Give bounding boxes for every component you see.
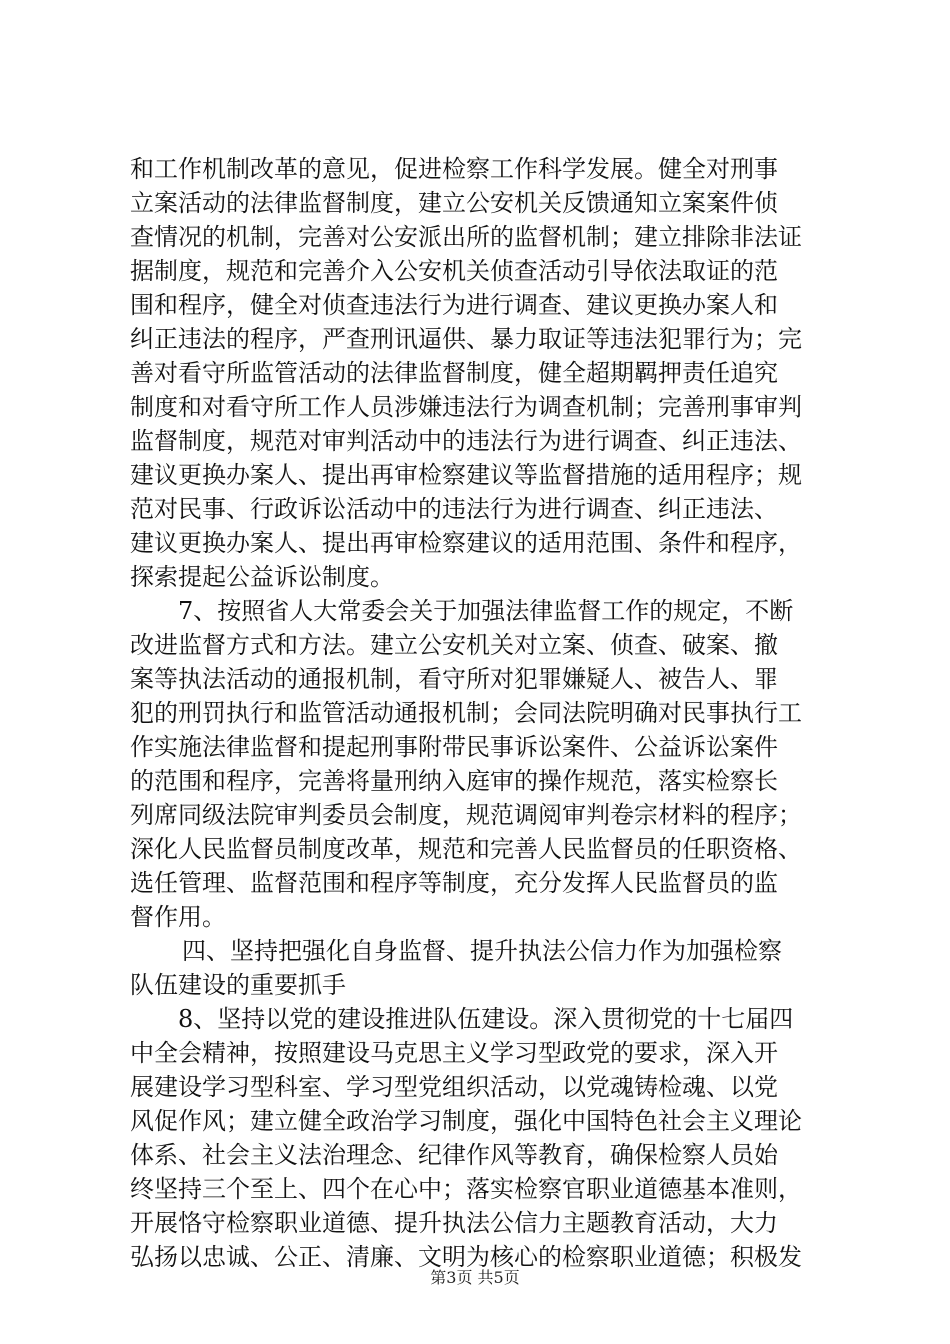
text-line: 善对看守所监管活动的法律监督制度，健全超期羁押责任追究 (130, 359, 778, 387)
text-line: 制度和对看守所工作人员涉嫌违法行为调查机制；完善刑事审判 (130, 393, 802, 421)
text-line: 据制度，规范和完善介入公安机关侦查活动引导依法取证的范 (130, 257, 778, 285)
text-line: 建议更换办案人、提出再审检察建议的适用范围、条件和程序， (130, 529, 802, 557)
text-line: 作实施法律监督和提起刑事附带民事诉讼案件、公益诉讼案件 (130, 733, 778, 761)
text-line: 深化人民监督员制度改革，规范和完善人民监督员的任职资格、 (130, 835, 802, 863)
text-line: 弘扬以忠诚、公正、清廉、文明为核心的检察职业道德；积极发 (130, 1243, 802, 1271)
text-line: 犯的刑罚执行和监管活动通报机制；会同法院明确对民事执行工 (130, 699, 802, 727)
text-line: 改进监督方式和方法。建立公安机关对立案、侦查、破案、撤 (130, 631, 778, 659)
text-line: 体系、社会主义法治理念、纪律作风等教育，确保检察人员始 (130, 1141, 778, 1169)
text-line: 和工作机制改革的意见，促进检察工作科学发展。健全对刑事 (130, 155, 778, 183)
text-line: 展建设学习型科室、学习型党组织活动，以党魂铸检魂、以党 (130, 1073, 778, 1101)
section-heading-line: 四、坚持把强化自身监督、提升执法公信力作为加强检察 (182, 937, 782, 965)
page-number-footer: 第3页 共5页 (430, 1268, 520, 1287)
text-line: 建议更换办案人、提出再审检察建议等监督措施的适用程序；规 (130, 461, 802, 489)
text-line: 监督制度，规范对审判活动中的违法行为进行调查、纠正违法、 (130, 427, 802, 455)
text-line: 查情况的机制，完善对公安派出所的监督机制；建立排除非法证 (130, 223, 802, 251)
text-line: 范对民事、行政诉讼活动中的违法行为进行调查、纠正违法、 (130, 495, 778, 523)
text-line: 案等执法活动的通报机制，看守所对犯罪嫌疑人、被告人、罪 (130, 665, 778, 693)
text-line: 探索提起公益诉讼制度。 (130, 563, 394, 591)
text-line: 终坚持三个至上、四个在心中；落实检察官职业道德基本准则， (130, 1175, 802, 1203)
text-line: 风促作风；建立健全政治学习制度，强化中国特色社会主义理论 (130, 1107, 802, 1135)
text-line: 的范围和程序，完善将量刑纳入庭审的操作规范，落实检察长 (130, 767, 778, 795)
text-line: 纠正违法的程序，严查刑讯逼供、暴力取证等违法犯罪行为；完 (130, 325, 802, 353)
text-line: 围和程序，健全对侦查违法行为进行调查、建议更换办案人和 (130, 291, 778, 319)
document-body (130, 152, 830, 1274)
text-line: 选任管理、监督范围和程序等制度，充分发挥人民监督员的监 (130, 869, 778, 897)
text-line: 列席同级法院审判委员会制度，规范调阅审判卷宗材料的程序； (130, 801, 802, 829)
paragraph-start-line: 7、按照省人大常委会关于加强法律监督工作的规定，不断 (178, 597, 794, 625)
text-line: 立案活动的法律监督制度，建立公安机关反馈通知立案案件侦 (130, 189, 778, 217)
text-line: 中全会精神，按照建设马克思主义学习型政党的要求，深入开 (130, 1039, 778, 1067)
section-heading-line: 队伍建设的重要抓手 (130, 971, 346, 999)
text-line: 开展恪守检察职业道德、提升执法公信力主题教育活动，大力 (130, 1209, 778, 1237)
text-line: 督作用。 (130, 903, 226, 931)
paragraph-start-line: 8、坚持以党的建设推进队伍建设。深入贯彻党的十七届四 (178, 1005, 794, 1033)
